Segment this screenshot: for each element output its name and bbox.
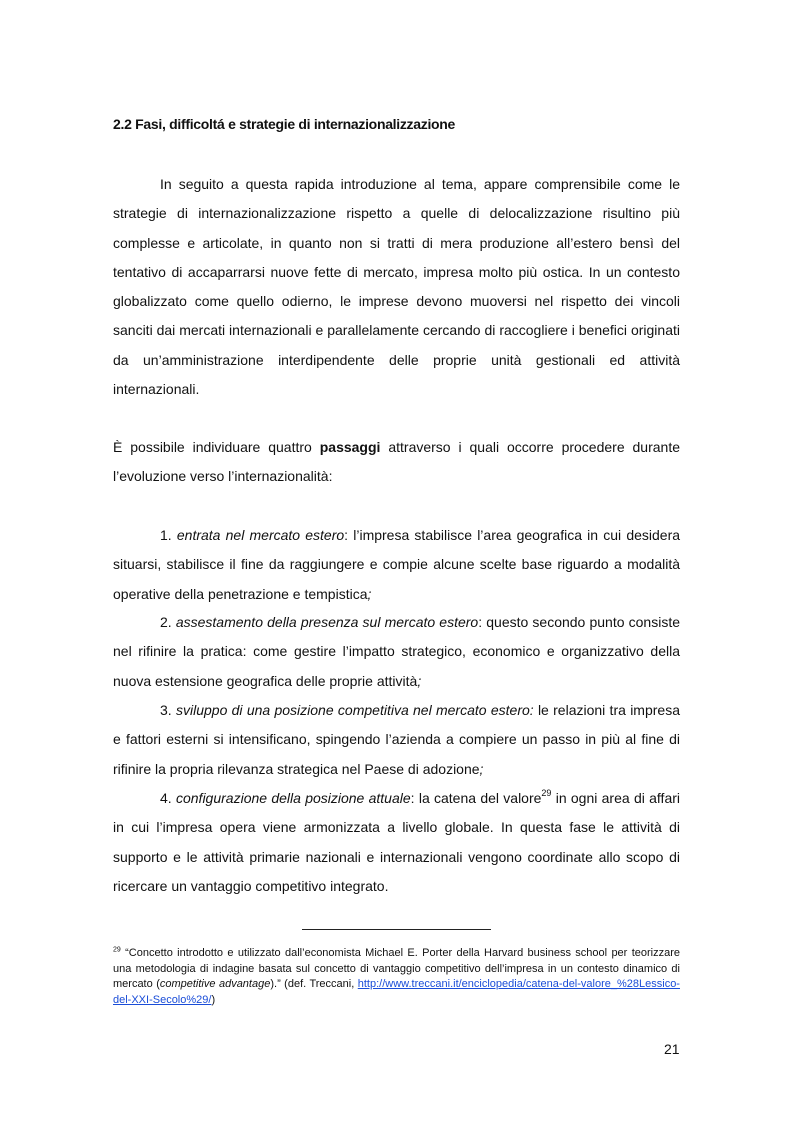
- footnote-italic-term: competitive advantage: [159, 978, 271, 991]
- steps-intro-after: attraverso i quali occorre procedere durante l’evoluzione verso l’internazionalità:: [113, 439, 681, 485]
- step-number: 3.: [160, 702, 172, 718]
- step-text: questo secondo punto consiste nel rifinire la pratica: come gestire l’impatto strategico, economico e organizzativo della nuova estensione geografica delle proprie attività: [113, 614, 681, 689]
- step-separator: :: [478, 614, 483, 630]
- footnote-text-after: ).” (def. Treccani,: [270, 978, 358, 991]
- footnote-separator: [302, 929, 491, 930]
- step-number: 1.: [160, 527, 172, 543]
- step-title: configurazione della posizione attuale: [175, 790, 411, 806]
- step-title: sviluppo di una posizione competitiva nel mercato estero:: [175, 702, 534, 718]
- footnote-number: 29: [113, 946, 121, 954]
- footnote-closing: ): [211, 993, 216, 1006]
- steps-intro-before: È possibile individuare quattro: [113, 439, 320, 455]
- step-title: assestamento della presenza sul mercato estero: [175, 614, 479, 630]
- step-title: entrata nel mercato estero: [176, 527, 345, 543]
- steps-intro-bold-word: passaggi: [319, 439, 381, 455]
- step-3: [113, 696, 680, 784]
- step-1: [113, 521, 680, 609]
- treccani-link[interactable]: http://www.treccani.it/enciclopedia/catena-del-valore_%28Lessico-del-XXI-Secolo%29/: [113, 978, 680, 1006]
- steps-intro-paragraph: [113, 433, 680, 492]
- step-text: le relazioni tra impresa e fattori esterni si intensificano, spingendo l’azienda a compiere un passo in più al fine di rifinire la propria rilevanza strategica nel Paese di adozione: [113, 702, 680, 777]
- step-number: 2.: [160, 614, 172, 630]
- step-4: [113, 784, 680, 901]
- step-end: ;: [479, 760, 484, 777]
- footnote: [113, 946, 680, 1008]
- step-number: 4.: [160, 790, 172, 806]
- page-number: 21: [664, 1041, 680, 1057]
- step-end: ;: [367, 585, 372, 602]
- step-text: in ogni area di affari in cui l’impresa opera viene armonizzata a livello globale. In questa fase le attività di supporto e le attività primarie nazionali e internazionali vengono coordinate allo scopo di ricercare un vantaggio competitivo integrato.: [113, 790, 680, 894]
- section-heading: 2.2 Fasi, difficoltá e strategie di internazionalizzazione: [113, 116, 456, 132]
- footnote-reference[interactable]: 29: [541, 788, 552, 799]
- intro-paragraph: In seguito a questa rapida introduzione al tema, appare comprensibile come le strategie di internazionalizzazione rispetto a quelle di delocalizzazione risultino più complesse e articolate, in quanto non si tratti di mera produzione all’estero bensì del tentativo di accaparrarsi nuove fette di mercato, impresa molto più ostica. In un contesto globalizzato come quello odierno, le imprese devono muoversi nel rispetto dei vincoli sanciti dai mercati internazionali e parallelamente cercando di raccogliere i benefici originati da un’amministrazione interdipendente delle proprie unità gestionali ed attività internazionali.: [113, 176, 680, 398]
- step-2: [113, 608, 680, 696]
- step-end: ;: [417, 672, 422, 689]
- footnote-text-before: “Concetto introdotto e utilizzato dall’economista Michael E. Porter della Harvard business school per teorizzare una metodologia di indagine basata sul concetto di vantaggio competitivo dell’impresa in un contesto dinamico di mercato (: [113, 947, 680, 991]
- step-separator: :: [410, 790, 415, 806]
- step-separator: :: [344, 527, 349, 543]
- step-text-before-note: la catena del valore: [414, 790, 542, 806]
- step-text: l’impresa stabilisce l’area geografica in cui desidera situarsi, stabilisce il fine da raggiungere e compie alcune scelte base riguardo a modalità operative della penetrazione e tempistica: [113, 527, 681, 602]
